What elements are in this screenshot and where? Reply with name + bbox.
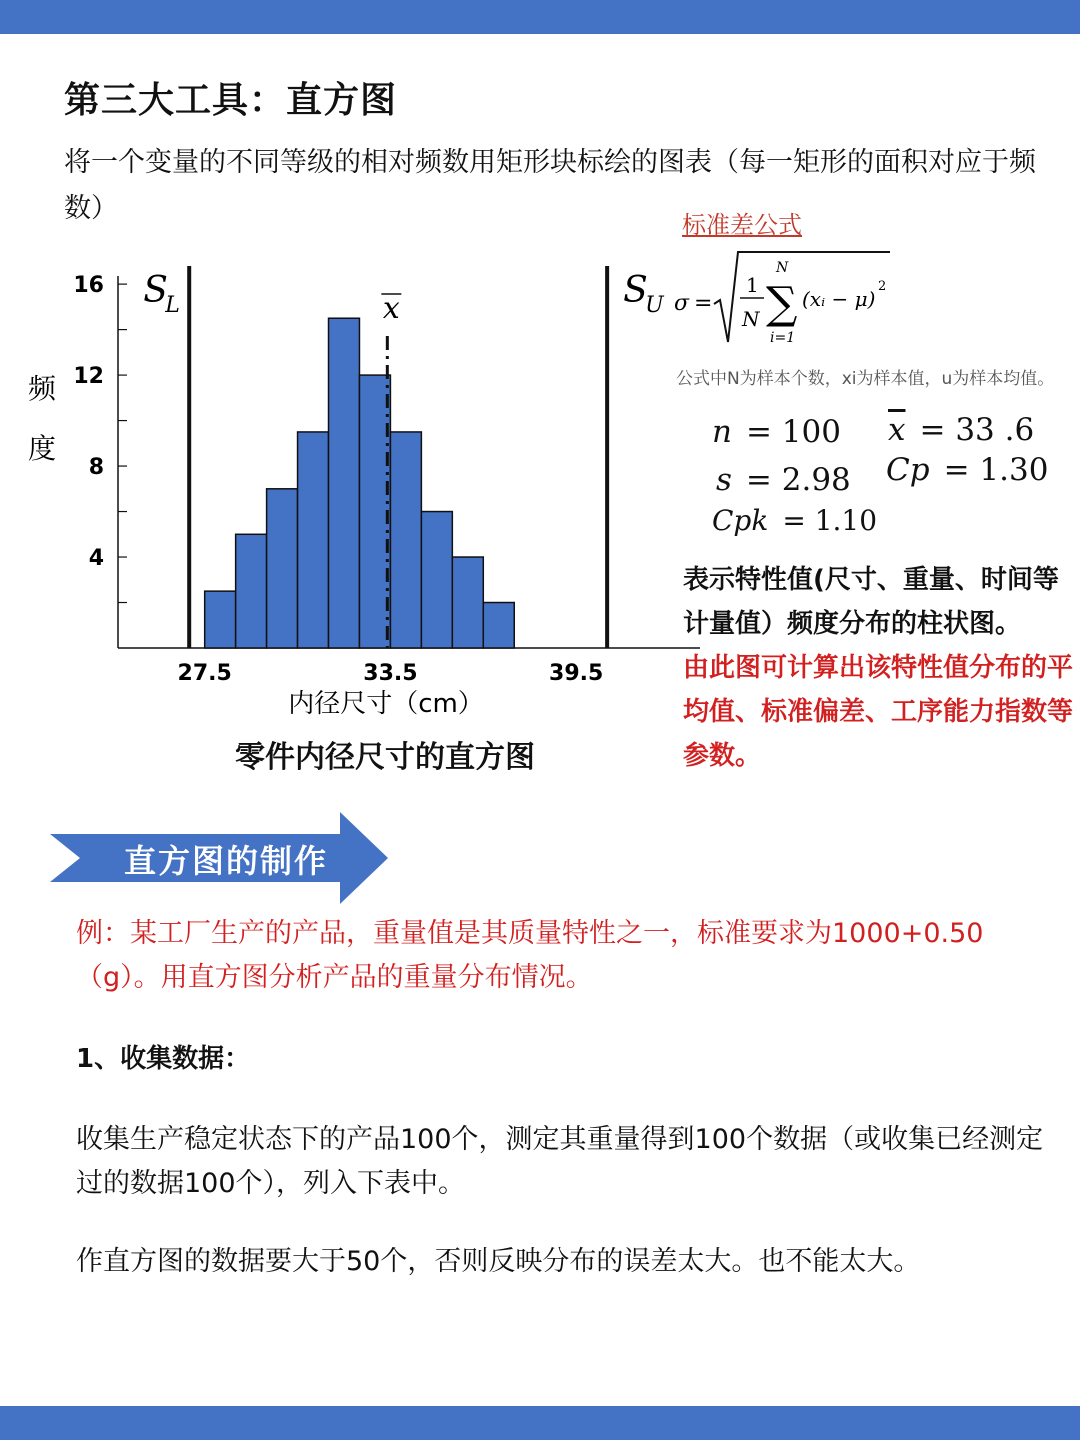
section-banner-label: 直方图的制作 [124, 842, 329, 880]
histogram-bar [359, 375, 390, 648]
y-axis-label: 度 [27, 432, 57, 465]
y-tick-label: 16 [73, 273, 104, 299]
y-tick-label: 12 [73, 364, 104, 390]
histogram-bar [267, 489, 298, 648]
formula-title: 标准差公式 [682, 211, 802, 239]
example-text: 例：某工厂生产的产品，重量值是其质量特性之一，标准要求为1000+0.50（g）。用直方图分析产品的重量分布情况。 [76, 918, 984, 993]
y-tick-label: 4 [88, 546, 104, 572]
step-1-heading: 1、收集数据： [76, 1044, 251, 1074]
svg-text:i=1: i=1 [770, 330, 796, 346]
svg-text:N: N [776, 260, 789, 276]
stat-cpk: Cpk = 1.10 [712, 504, 878, 537]
histogram-bar [483, 603, 514, 648]
histogram-bar [329, 318, 360, 648]
y-axis-label: 频 [27, 372, 57, 405]
svg-text:σ: σ [674, 291, 690, 316]
svg-text:N: N [742, 307, 760, 331]
x-tick-label: 27.5 [177, 661, 232, 686]
top-bar [0, 0, 1080, 34]
mean-label: x [382, 291, 400, 326]
histogram-bar [205, 591, 236, 648]
intro-text: 将一个变量的不同等级的相对频数用矩形块标绘的图表（每一矩形的面积对应于频数） [64, 147, 1036, 224]
histogram-bar [452, 557, 483, 648]
svg-text:(xᵢ − μ): (xᵢ − μ) [802, 287, 876, 311]
formula-note: 公式中N为样本个数，xi为样本值，u为样本均值。 [676, 369, 1055, 389]
upper-spec-line-label: S [623, 270, 648, 311]
svg-text:∑: ∑ [766, 278, 798, 329]
x-tick-label: 39.5 [549, 661, 604, 686]
page-title: 第三大工具：直方图 [64, 80, 398, 121]
stat-s: s = 2.98 [716, 462, 851, 498]
chart-title: 零件内径尺寸的直方图 [235, 740, 535, 775]
y-tick-label: 8 [88, 455, 104, 481]
bottom-bar [0, 1406, 1080, 1440]
histogram-bar [421, 512, 452, 648]
stat-cp: Cp = 1.30 [886, 452, 1049, 488]
histogram-chart [0, 250, 770, 730]
svg-text:1: 1 [746, 273, 759, 297]
histogram-bar [298, 432, 329, 648]
stat-mean: $\overline{x} = 33$ .6 [888, 412, 1035, 448]
stat-n: n = 100 [712, 414, 841, 450]
lower-spec-line-subscript: L [165, 293, 180, 318]
svg-text:2: 2 [878, 279, 887, 294]
x-axis-label: 内径尺寸（cm） [288, 689, 484, 719]
histogram-bar [390, 432, 421, 648]
histogram-bar [236, 534, 267, 648]
svg-text:=: = [694, 291, 713, 316]
lower-spec-line-label: S [143, 270, 168, 311]
upper-spec-line-subscript: U [645, 293, 664, 318]
description-black: 表示特性值(尺寸、重量、时间等计量值）频度分布的柱状图。 [683, 565, 1059, 639]
x-tick-label: 33.5 [363, 661, 418, 686]
description-red: 由此图可计算出该特性值分布的平均值、标准偏差、工序能力指数等参数。 [683, 653, 1074, 771]
paragraph-1: 收集生产稳定状态下的产品100个，测定其重量得到100个数据（或收集已经测定过的数据100个），列入下表中。 [76, 1124, 1044, 1199]
paragraph-2: 作直方图的数据要大于50个，否则反映分布的误差太大。也不能太大。 [76, 1246, 921, 1277]
